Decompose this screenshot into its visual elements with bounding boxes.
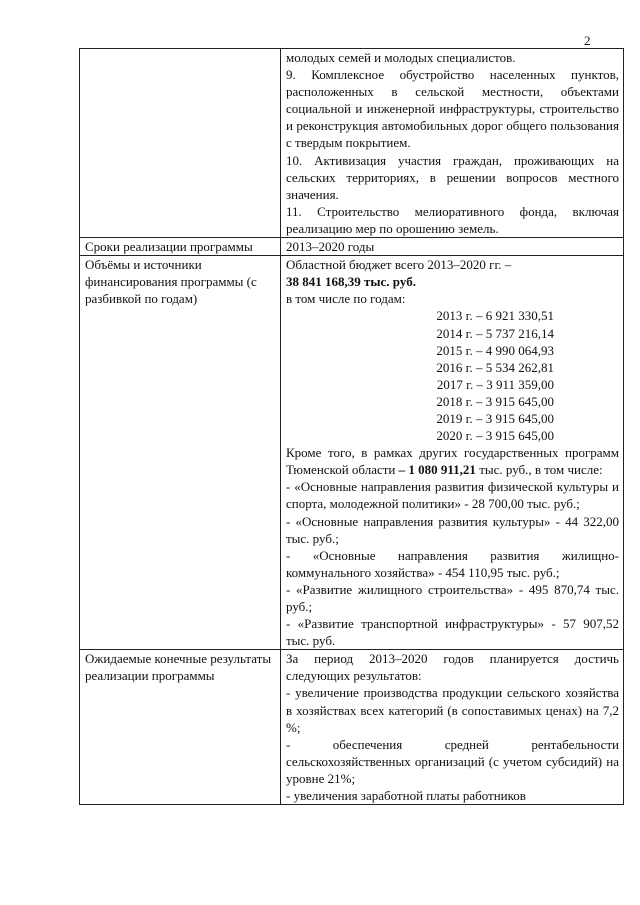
year-amount: 2016 г. – 5 534 262,81 [436,359,554,375]
period-label: Сроки реализации программы [80,238,281,256]
table-row [80,238,624,256]
program-passport-table [79,48,624,805]
result-item: - увеличение производства продукции сельского хозяйства в хозяйствах всех категорий (в сопоставимых ценах) на 7,2 %; [286,685,619,735]
objective-line: 10. Активизация участия граждан, проживающих на сельских территориях, в решении вопросов местного значения. [286,152,619,202]
result-item: - увеличения заработной платы работников [286,788,526,804]
funding-label: Объёмы и источники финансирования программы (с разбивкой по годам) [80,256,281,650]
empty-label-cell [80,49,281,238]
year-amount: 2017 г. – 3 911 359,00 [436,376,554,392]
results-cell [281,650,624,805]
budget-intro: Областной бюджет всего 2013–2020 гг. – [286,257,512,273]
program-funding: - «Основные направления развития физической культуры и спорта, молодежной политики» - 28 700,00 тыс. руб.; [286,479,619,512]
program-funding: - «Развитие жилищного строительства» - 495 870,74 тыс. руб.; [286,581,619,614]
objective-line: молодых семей и молодых специалистов. [286,50,516,65]
page-number: 2 [584,33,591,48]
results-label: Ожидаемые конечные результаты реализации программы [80,650,281,805]
result-item: - обеспечения средней рентабельности сельскохозяйственных организаций (с учетом субсидий) на уровне 21%; [286,736,619,786]
budget-total: 38 841 168,39 тыс. руб. [286,274,416,290]
objective-line: 11. Строительство мелиоративного фонда, включая реализацию мер по орошению земель. [286,203,619,236]
objectives-cell [281,49,624,238]
year-amount: 2014 г. – 5 737 216,14 [436,325,554,341]
objective-line: 9. Комплексное обустройство населенных пунктов, расположенных в сельской местности, объектами социальной и инженерной инфраструктуры, строительство и реконструкция автомобильных дорог общего пользования с твердым покрытием. [286,67,619,151]
table-row [80,49,624,238]
program-funding: - «Развитие транспортной инфраструктуры» - 57 907,52 тыс. руб. [286,616,619,649]
results-intro: За период 2013–2020 годов планируется достичь следующих результатов: [286,651,619,684]
funding-cell [281,256,624,650]
period-value: 2013–2020 годы [281,238,624,256]
program-funding: - «Основные направления развития жилищно-коммунального хозяйства» - 454 110,95 тыс. руб.; [286,547,619,580]
year-amount: 2013 г. – 6 921 330,51 [436,308,554,324]
year-amount: 2015 г. – 4 990 064,93 [436,342,554,358]
year-amount: 2020 г. – 3 915 645,00 [436,428,554,444]
by-years-intro: в том числе по годам: [286,291,406,307]
year-amount: 2019 г. – 3 915 645,00 [436,410,554,426]
table-row [80,256,624,650]
other-programs-total: – 1 080 911,21 [398,462,476,478]
program-funding: - «Основные направления развития культуры» - 44 322,00 тыс. руб.; [286,513,619,546]
year-amount: 2018 г. – 3 915 645,00 [436,393,554,409]
table-row [80,650,624,805]
other-programs-intro: Кроме того, в рамках других государственных программ Тюменской области – 1 080 911,21 тыс. руб., в том числе: [286,445,619,478]
